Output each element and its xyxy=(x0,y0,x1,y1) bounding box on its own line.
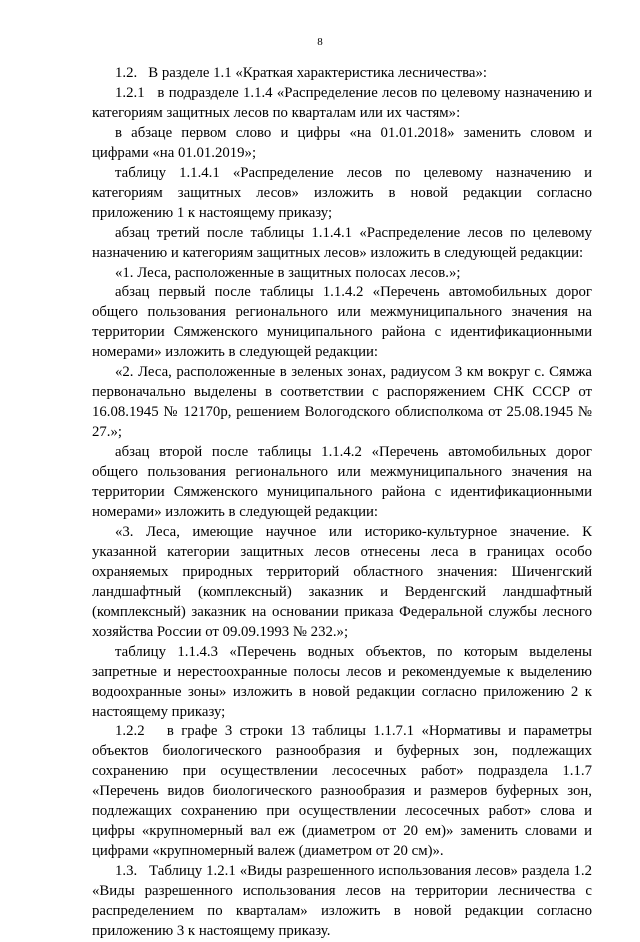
paragraph-quote-2: «2. Леса, расположенные в зеленых зонах, радиусом 3 км вокруг с. Сямжа первоначально выделены в соответствии с распоряжением СНК СССР от 16.08.1945 № 12170р, решением Вологодского облисполкома от 25.08.1945 № 27.»; xyxy=(92,364,592,441)
paragraph-abzac-second-after-1-1-4-2: абзац второй после таблицы 1.1.4.2 «Перечень автомобильных дорог общего пользования регионального или межмуниципального значения на территории Сямженского муниципального района с идентификационными номерами» изложить в следующей редакции: xyxy=(92,444,592,520)
paragraph-table-1-1-4-1: таблицу 1.1.4.1 «Распределение лесов по целевому назначению и категориям защитных лесов» изложить в новой редакции согласно приложению 1 к настоящему приказу; xyxy=(92,164,592,221)
paragraph-1-3: 1.3. Таблицу 1.2.1 «Виды разрешенного использования лесов» раздела 1.2 «Виды разрешенного использования лесов на территории лесничества с распределением по кварталам» изложить в новой редакции согласно приложению 3 к настоящему приказу. xyxy=(92,863,592,939)
paragraph-abzac-first-after-1-1-4-2: абзац первый после таблицы 1.1.4.2 «Перечень автомобильных дорог общего пользования регионального или межмуниципального значения на территории Сямженского муниципального района с идентификационными номерами» изложить в следующей редакции: xyxy=(92,284,592,361)
paragraph-quote-1: «1. Леса, расположенные в защитных полосах лесов.»; xyxy=(115,264,461,281)
paragraph-quote-3: «3. Леса, имеющие научное или историко-культурное значение. К указанной категории защитных лесов отнесены леса в границах особо охраняемых природных территорий областного значения: Шиченгский ландшафтный (комплексный) заказник и Верденгский ландшафтный (комплексный) заказник на основании приказа Федеральной службы лесного хозяйства России от 09.09.1993 № 232.»; xyxy=(92,523,592,640)
paragraph-1-2: 1.2. В разделе 1.1 «Краткая характеристика лесничества»: xyxy=(115,65,487,81)
paragraph-1-2-1: 1.2.1 в подразделе 1.1.4 «Распределение лесов по целевому назначению и категориям защитных лесов по кварталам или их частям»: xyxy=(92,84,592,121)
paragraph-table-1-1-4-3: таблицу 1.1.4.3 «Перечень водных объектов, по которым выделены запретные и нерестоохранные полосы лесов и рекомендуемые к выделению водоохранные зоны» изложить в новой редакции согласно приложению 2 к настоящему приказу; xyxy=(92,643,592,720)
page-number: 8 xyxy=(317,36,323,48)
document-body xyxy=(92,64,592,942)
paragraph-abzac-third: абзац третий после таблицы 1.1.4.1 «Распределение лесов по целевому назначению и категориям защитных лесов» изложить в следующей редакции: xyxy=(92,224,592,261)
paragraph-first-abzac: в абзаце первом слово и цифры «на 01.01.2018» заменить словом и цифрами «на 01.01.2019»; xyxy=(92,124,592,161)
paragraph-1-2-2: 1.2.2 в графе 3 строки 13 таблицы 1.1.7.1 «Нормативы и параметры объектов биологического разнообразия и буферных зон, подлежащих сохранению при осуществлении лесосечных работ» подраздела 1.1.7 «Перечень видов биологического разнообразия и размеров буферных зон, подлежащих сохранению при осуществлении лесосечных работ» слова и цифры «крупномерный вал еж (диаметром от 20 ем)» заменить словами и цифрами «крупномерный валеж (диаметром от 20 см)». xyxy=(92,723,592,860)
